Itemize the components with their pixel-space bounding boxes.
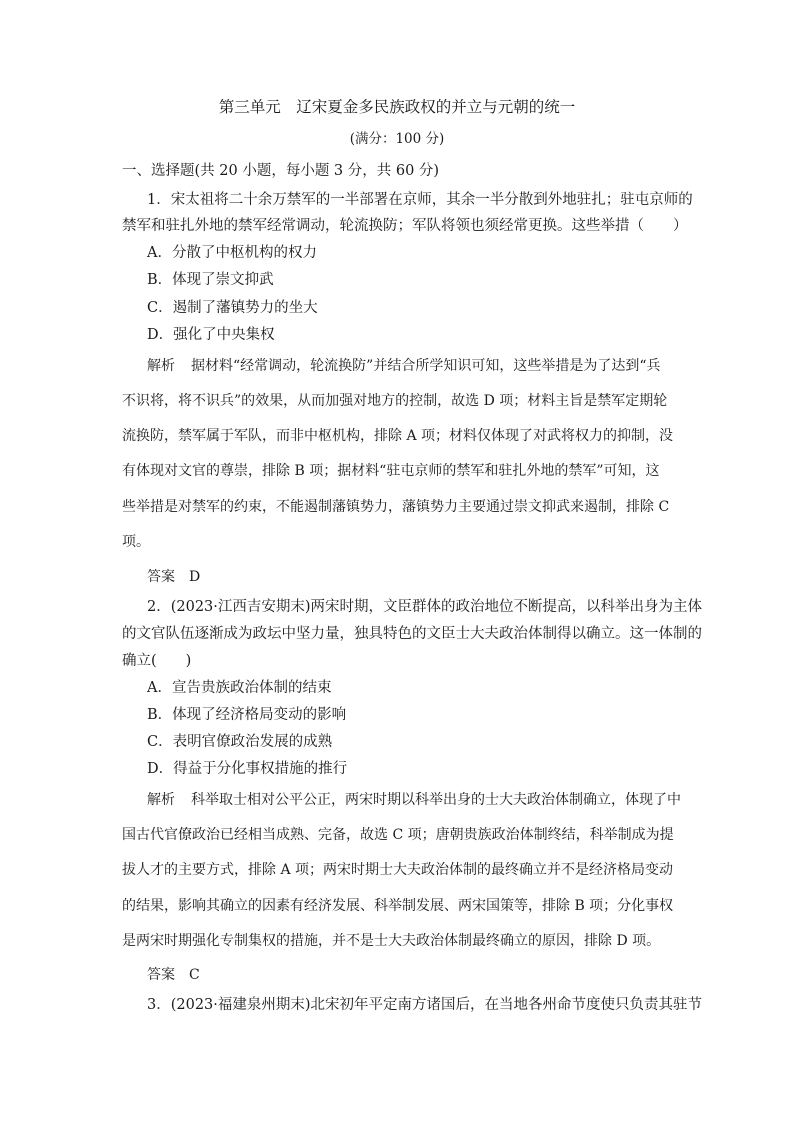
question-2-line-1: 2．(2023·江西吉安期末)两宋时期，文臣群体的政治地位不断提高，以科举出身为主体 [147, 599, 703, 615]
question-1-line-1: 1．宋太祖将二十余万禁军的一半部署在京师，其余一半分散到外地驻扎；驻屯京师的 [147, 192, 693, 208]
question-2-option-d: D．得益于分化事权措施的推行 [147, 761, 348, 777]
question-2-explanation-line-2: 国古代官僚政治已经相当成熟、完备，故选 C 项；唐朝贵族政治体制终结，科举制成为提 [122, 827, 674, 843]
question-1-explanation-line-4: 有体现对文官的尊崇，排除 B 项；据材料“驻屯京师的禁军和驻扎外地的禁军”可知，这 [122, 463, 660, 479]
answer-label: 答案 [147, 569, 175, 585]
question-1-line-2: 禁军和驻扎外地的禁军经常调动，轮流换防；军队将领也须经常更换。这些举措（ ） [122, 218, 688, 234]
question-1-explanation-line-2: 不识将，将不识兵”的效果，从而加强对地方的控制，故选 D 项；材料主旨是禁军定期轮 [122, 393, 668, 409]
explanation-label: 解析 [147, 358, 175, 374]
full-score: (满分：100 分) [349, 131, 445, 147]
question-1-option-a: A．分散了中枢机构的权力 [147, 245, 317, 261]
answer-label: 答案 [147, 967, 175, 983]
question-2-answer [147, 964, 200, 984]
answer-value: C [189, 967, 200, 983]
question-2-explanation-line-4: 的结果，影响其确立的因素有经济发展、科举制发展、两宋国策等，排除 B 项；分化事权 [122, 898, 674, 914]
question-1-option-c: C．遏制了藩镇势力的坐大 [147, 300, 318, 316]
question-2-explanation-line-1: 解析 科举取士相对公平公正，两宋时期以科举出身的士大夫政治体制确立，体现了中 [147, 792, 681, 808]
question-1-option-b: B．体现了崇文抑武 [147, 272, 274, 288]
section-heading: 一、选择题(共 20 小题，每小题 3 分，共 60 分) [122, 163, 440, 179]
question-2-option-b: B．体现了经济格局变动的影响 [147, 707, 347, 723]
unit-title: 第三单元 辽宋夏金多民族政权的并立与元朝的统一 [218, 98, 576, 116]
question-1-explanation-line-3: 流换防，禁军属于军队，而非中枢机构，排除 A 项；材料仅体现了对武将权力的抑制，没 [122, 428, 674, 444]
explanation-label: 解析 [147, 792, 175, 808]
question-2-explanation-line-5: 是两宋时期强化专制集权的措施，并不是士大夫政治体制最终确立的原因，排除 D 项。 [122, 933, 661, 949]
question-1-answer [147, 566, 200, 586]
question-2-line-3: 确立( ) [122, 653, 192, 669]
question-1-explanation-line-6: 项。 [122, 534, 150, 550]
question-1-option-d: D．强化了中央集权 [147, 327, 275, 343]
question-1-explanation-line-5: 些举措是对禁军的约束，不能遏制藩镇势力，藩镇势力主要通过崇文抑武来遏制，排除 C [122, 499, 670, 515]
question-3-line-1: 3．(2023·福建泉州期末)北宋初年平定南方诸国后，在当地各州命节度使只负责其驻节 [147, 997, 703, 1013]
question-2-option-a: A．宣告贵族政治体制的结束 [147, 680, 332, 696]
question-2-option-c: C．表明官僚政治发展的成熟 [147, 734, 333, 750]
answer-value: D [189, 569, 201, 585]
question-2-explanation-line-3: 拔人才的主要方式，排除 A 项；两宋时期士大夫政治体制的最终确立并不是经济格局变动 [122, 862, 674, 878]
question-2-line-2: 的文官队伍逐渐成为政坛中坚力量，独具特色的文臣士大夫政治体制得以确立。这一体制的 [122, 626, 702, 642]
question-1-explanation-line-1: 解析 据材料“经常调动，轮流换防”并结合所学知识可知，这些举措是为了达到“兵 [147, 358, 661, 374]
